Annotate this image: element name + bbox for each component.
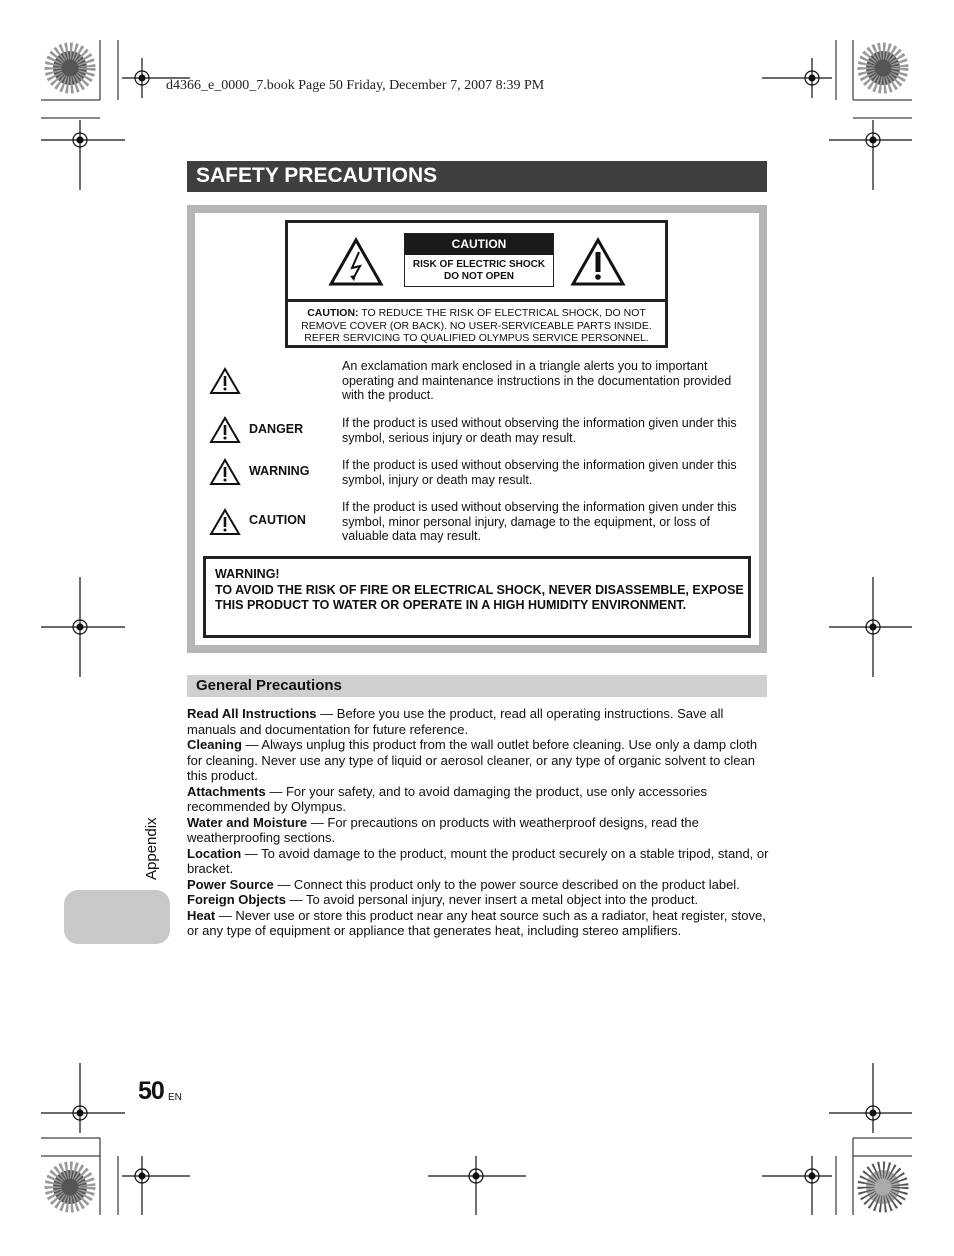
item-term: Foreign Objects [187, 892, 286, 907]
warning-box [203, 556, 751, 638]
item-term: Heat [187, 907, 216, 923]
caution-label-line2: DO NOT OPEN [443, 271, 514, 282]
caution-label-text [405, 255, 553, 283]
book-header-line: d4366_e_0000_7.book Page 50 Friday, December 7, 2007 8:39 PM [166, 78, 545, 93]
caution-triangle-icon [209, 508, 241, 536]
target-icon [762, 1156, 832, 1215]
symbol-desc-general: An exclamation mark enclosed in a triangle alerts you to important operating and maintenance instructions in the documentation provided with the product. [342, 359, 732, 402]
target-icon [41, 577, 125, 677]
warning-triangle-icon [209, 458, 241, 486]
target-icon [122, 1156, 190, 1215]
list-item [187, 892, 769, 908]
list-item [187, 706, 769, 737]
target-icon [829, 120, 912, 190]
symbol-desc-danger: If the product is used without observing the information given under this symbol, serious injury or death may result. [342, 416, 737, 445]
caution-text: TO REDUCE THE RISK OF ELECTRICAL SHOCK, DO NOT REMOVE COVER (OR BACK). NO USER-SERVICEABLE PARTS INSIDE. REFER SERVICING TO QUALIFIED OLYMPUS SERVICE PERSONNEL. [301, 307, 652, 344]
item-term: Cleaning [187, 737, 242, 752]
symbol-desc-warning: If the product is used without observing the information given under this symbol, injury or death may result. [342, 458, 737, 487]
item-term: Location [187, 845, 242, 861]
list-item [187, 908, 769, 939]
warning-box-heading: WARNING! [215, 567, 280, 581]
target-icon [41, 1063, 125, 1133]
starburst-icon [53, 51, 87, 85]
danger-triangle-icon [209, 416, 241, 444]
item-text: — For precautions on products with weatherproof designs, read the weatherproofing sections. [187, 814, 699, 845]
item-text: — For your safety, and to avoid damaging the product, use only accessories recommended by Olympus. [187, 783, 708, 814]
list-item [187, 846, 769, 877]
target-icon [428, 1156, 526, 1215]
caution-box [285, 220, 668, 348]
caution-label [404, 233, 554, 287]
exclamation-warning-icon [570, 237, 626, 287]
starburst-icon [53, 1170, 87, 1204]
caution-label-text: CAUTION [249, 513, 306, 527]
general-precautions-list [187, 706, 769, 939]
exclamation-triangle-icon [209, 367, 241, 395]
item-term: Water and Moisture [187, 814, 308, 830]
starburst-icon [866, 1170, 900, 1204]
list-item [187, 815, 769, 846]
item-term: Read All Instructions [187, 706, 317, 721]
item-term: Power Source [187, 876, 274, 892]
warning-box-text: TO AVOID THE RISK OF FIRE OR ELECTRICAL SHOCK, NEVER DISASSEMBLE, EXPOSE THIS PRODUCT TO WATER OR OPERATE IN A HIGH HUMIDITY ENVIRONMENT. [215, 582, 744, 612]
caution-label-line1: RISK OF ELECTRIC SHOCK [412, 259, 546, 270]
general-precautions-heading: General Precautions [187, 675, 767, 697]
target-icon [41, 120, 125, 190]
item-text: — To avoid damage to the product, mount the product securely on a stable tripod, stand, or bracket. [187, 845, 769, 876]
symbol-desc-caution: If the product is used without observing the information given under this symbol, minor personal injury, damage to the equipment, or loss of valuable data may result. [342, 500, 737, 543]
item-text: — Never use or store this product near any heat source such as a radiator, heat register, stove, or any type of equipment or appliance that generates heat, including stereo amplifiers. [187, 907, 766, 938]
list-item [187, 784, 769, 815]
item-term: Attachments [187, 783, 266, 799]
lightning-warning-icon [328, 237, 384, 287]
caution-divider [288, 299, 665, 302]
page-title: SAFETY PRECAUTIONS [187, 161, 767, 192]
item-text: — Connect this product only to the power source described on the product label. [273, 876, 740, 892]
caution-label-title: CAUTION [405, 234, 553, 255]
target-icon [829, 1063, 912, 1133]
item-text: — Always unplug this product from the wall outlet before cleaning. Use only a damp cloth for cleaning. Never use any type of liquid or aerosol cleaner, or any type of organic solvent to clean this product. [187, 737, 758, 783]
page-language: EN [168, 1092, 182, 1103]
target-icon [762, 58, 832, 98]
target-icon [829, 577, 912, 677]
list-item [187, 737, 769, 784]
caution-prefix: CAUTION: [307, 307, 359, 319]
list-item [187, 877, 769, 893]
danger-label: DANGER [249, 422, 304, 436]
page-number: 50 [138, 1077, 164, 1105]
appendix-side-label: Appendix [143, 817, 160, 880]
starburst-icon [866, 51, 900, 85]
warning-label: WARNING [249, 464, 310, 478]
appendix-tab [64, 890, 170, 944]
item-text: — To avoid personal injury, never insert a metal object into the product. [285, 892, 699, 907]
item-text: — Before you use the product, read all operating instructions. Save all manuals and documentation for future reference. [187, 706, 724, 737]
caution-statement [294, 307, 659, 345]
